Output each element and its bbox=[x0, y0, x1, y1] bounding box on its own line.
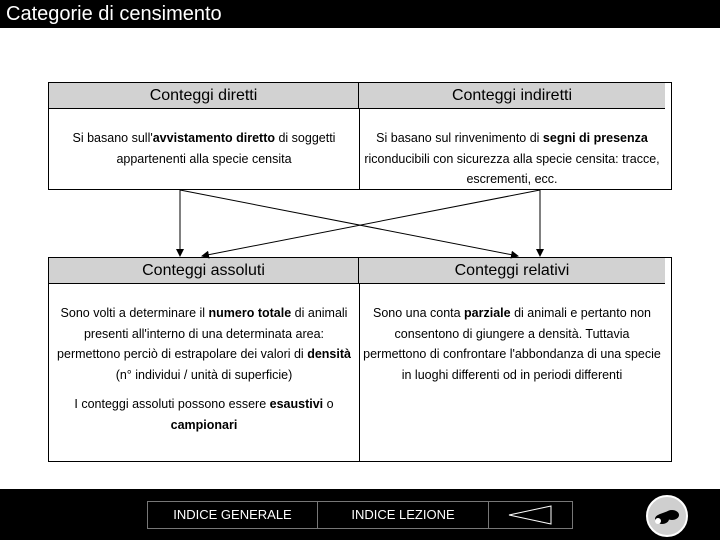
relative-counts-description: Sono una conta parziale di animali e pertanto non consentono di giungere a densità. Tuttavia permettono di confrontare l'abbondanza di una specie in luoghi differenti od in periodi differenti bbox=[363, 306, 661, 382]
footer-bar bbox=[0, 489, 720, 540]
indice-lezione-button[interactable]: INDICE LEZIONE bbox=[317, 501, 489, 529]
page-title: Categorie di censimento bbox=[6, 3, 222, 25]
arrow-indiretti-to-assoluti bbox=[202, 190, 540, 256]
header-conteggi-assoluti: Conteggi assoluti bbox=[49, 258, 359, 284]
indice-generale-button[interactable]: INDICE GENERALE bbox=[147, 501, 318, 529]
arrow-diretti-to-relativi bbox=[180, 190, 518, 256]
indirect-counts-description: Si basano sul rinvenimento di segni di presenza riconducibili con sicurezza alla specie censita: tracce, escrementi, ecc. bbox=[364, 131, 660, 186]
header-conteggi-relativi: Conteggi relativi bbox=[359, 258, 665, 284]
header-conteggi-diretti: Conteggi diretti bbox=[49, 83, 359, 109]
direct-counts-description: Si basano sull'avvistamento diretto di soggetti appartenenti alla specie censita bbox=[72, 131, 336, 166]
back-button[interactable] bbox=[488, 501, 573, 529]
triangle-left-icon bbox=[489, 502, 572, 528]
absolute-counts-description: Sono volti a determinare il numero totale di animali presenti all'interno di una determinata area: permettono perciò di estrapolare dei valori di densità (n° individui / unità di superficie) I conteggi assoluti possono essere esaustivi o campionari bbox=[57, 306, 351, 432]
header-conteggi-indiretti: Conteggi indiretti bbox=[359, 83, 665, 109]
binoculars-logo-icon[interactable] bbox=[644, 494, 690, 538]
